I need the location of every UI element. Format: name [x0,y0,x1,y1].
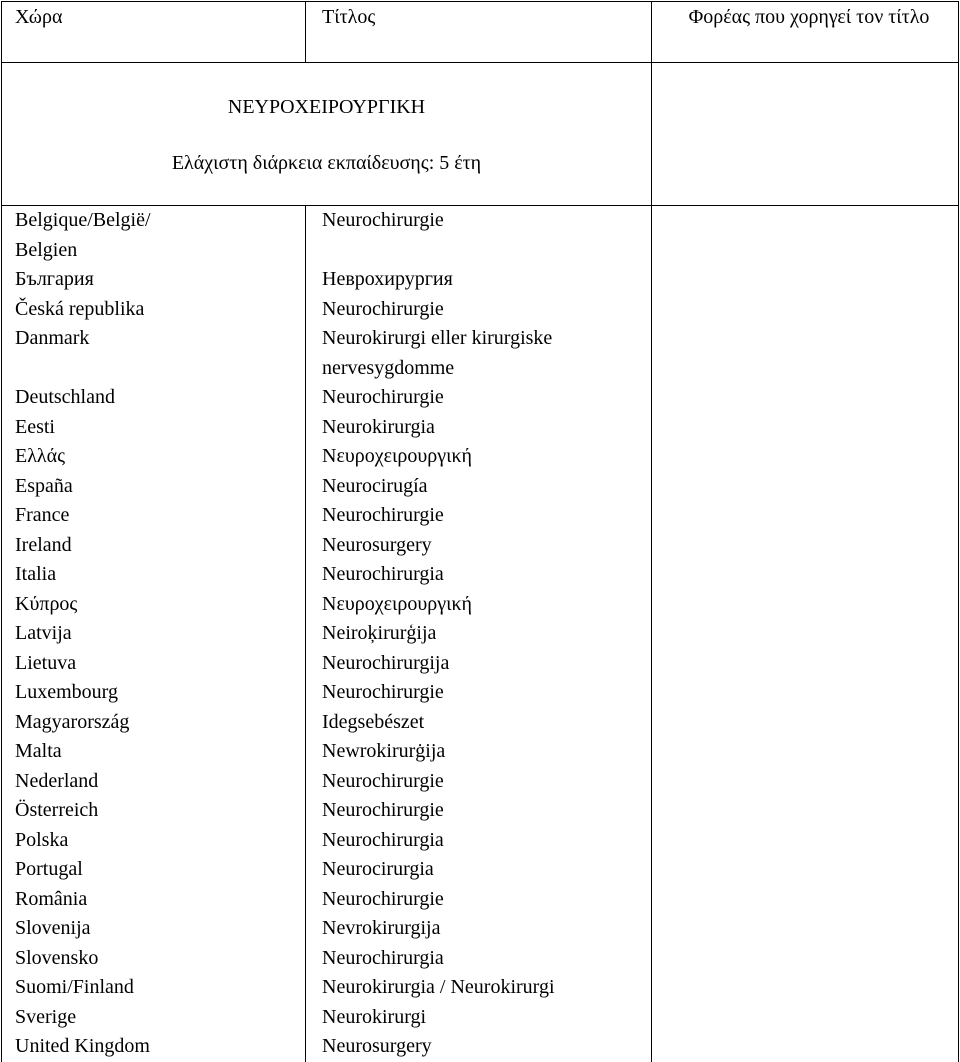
country-cell: Deutschland [2,383,306,413]
table-row [2,973,959,1003]
awarding-body-cell [652,531,959,561]
title-cell: Neurochirurgie [306,767,652,797]
table-row [2,206,959,266]
header-awarding-body [652,2,959,63]
title-cell: Newrokirurġija [306,737,652,767]
specialty-table [1,1,959,1062]
country-cell: Österreich [2,796,306,826]
country-cell: Nederland [2,767,306,797]
title-cell: Idegsebészet [306,708,652,738]
table-row [2,590,959,620]
country-cell: Latvija [2,619,306,649]
table-row [2,295,959,325]
awarding-body-cell [652,649,959,679]
table-row [2,1032,959,1062]
table-row [2,1003,959,1033]
country-cell: Danmark [2,324,306,383]
awarding-body-cell [652,472,959,502]
awarding-body-cell [652,796,959,826]
table-row [2,413,959,443]
table-row [2,885,959,915]
country-cell: Ελλάς [2,442,306,472]
awarding-body-cell [652,413,959,443]
country-cell: Ireland [2,531,306,561]
awarding-body-cell [652,383,959,413]
awarding-body-cell [652,708,959,738]
table-row [2,767,959,797]
awarding-body-cell [652,1032,959,1062]
title-cell: Neurochirurgie [306,885,652,915]
awarding-body-cell [652,442,959,472]
country-cell: România [2,885,306,915]
title-cell: Neurochirurgija [306,649,652,679]
awarding-body-cell [652,973,959,1003]
country-cell: Malta [2,737,306,767]
section-row [2,63,959,206]
country-rows [2,206,959,1062]
awarding-body-cell [652,619,959,649]
title-cell: Neurochirurgia [306,826,652,856]
country-cell: Κύπρος [2,590,306,620]
section-name: ΝΕΥΡΟΧΕΙΡΟΥΡΓΙΚΗ [227,96,426,118]
awarding-body-cell [652,914,959,944]
awarding-body-cell [652,501,959,531]
table-row [2,442,959,472]
title-cell: Neurochirurgia [306,560,652,590]
title-cell: Neurochirurgie [306,678,652,708]
section-duration: Ελάχιστη διάρκεια εκπαίδευσης: 5 έτη [171,152,482,174]
title-cell: Neurosurgery [306,1032,652,1062]
country-cell: Italia [2,560,306,590]
awarding-body-cell [652,944,959,974]
table-row [2,678,959,708]
table-row [2,560,959,590]
title-cell: Neurocirurgia [306,855,652,885]
awarding-body-cell [652,826,959,856]
country-cell: Portugal [2,855,306,885]
title-cell: Νευροχειρουργική [306,442,652,472]
table-row [2,708,959,738]
title-cell: Neurochirurgia [306,944,652,974]
title-cell: Neurocirugía [306,472,652,502]
table-row [2,855,959,885]
title-cell: Νευροχειρουργική [306,590,652,620]
country-cell: United Kingdom [2,1032,306,1062]
awarding-body-cell [652,295,959,325]
awarding-body-cell [652,855,959,885]
country-cell: Eesti [2,413,306,443]
title-cell: Neurochirurgie [306,383,652,413]
country-cell: Suomi/Finland [2,973,306,1003]
awarding-body-cell [652,265,959,295]
table-row [2,737,959,767]
table-row [2,324,959,383]
country-cell: Sverige [2,1003,306,1033]
awarding-body-cell [652,560,959,590]
section-heading [2,63,652,206]
table-row [2,826,959,856]
title-cell: Neurokirurgia / Neurokirurgi [306,973,652,1003]
title-cell: Neurochirurgie [306,206,652,266]
title-cell: Неврохирургия [306,265,652,295]
title-cell: Nevrokirurgija [306,914,652,944]
country-cell: Luxembourg [2,678,306,708]
table-row [2,619,959,649]
table-row [2,649,959,679]
table-row [2,383,959,413]
section-empty-cell [652,63,959,206]
awarding-body-cell [652,678,959,708]
table-row [2,531,959,561]
title-cell: Neurokirurgi [306,1003,652,1033]
country-cell: Slovenija [2,914,306,944]
table-header-row [2,2,959,63]
country-cell: България [2,265,306,295]
country-cell: Polska [2,826,306,856]
table-row [2,501,959,531]
table-row [2,265,959,295]
title-cell: Neurokirurgi eller kirurgiske nervesygdomme [306,324,652,383]
table-row [2,944,959,974]
title-cell: Neurochirurgie [306,796,652,826]
header-country: Χώρα [2,2,306,63]
country-cell: Belgique/België/ Belgien [2,206,306,266]
title-cell: Neurochirurgie [306,501,652,531]
awarding-body-cell [652,1003,959,1033]
table-row [2,472,959,502]
awarding-body-cell [652,206,959,266]
country-cell: Česká republika [2,295,306,325]
awarding-body-cell [652,737,959,767]
awarding-body-cell [652,885,959,915]
header-title: Τίτλος [306,2,652,63]
awarding-body-cell [652,767,959,797]
awarding-body-cell [652,590,959,620]
title-cell: Neurochirurgie [306,295,652,325]
country-cell: Slovensko [2,944,306,974]
title-cell: Neurosurgery [306,531,652,561]
table-row [2,796,959,826]
country-cell: Magyarország [2,708,306,738]
awarding-body-cell [652,324,959,383]
country-cell: España [2,472,306,502]
country-cell: Lietuva [2,649,306,679]
table-row [2,914,959,944]
country-cell: France [2,501,306,531]
title-cell: Neurokirurgia [306,413,652,443]
header-awarding-body-text: Φορέας που χορηγεί τον τίτλο [688,6,930,28]
title-cell: Neiroķirurģija [306,619,652,649]
